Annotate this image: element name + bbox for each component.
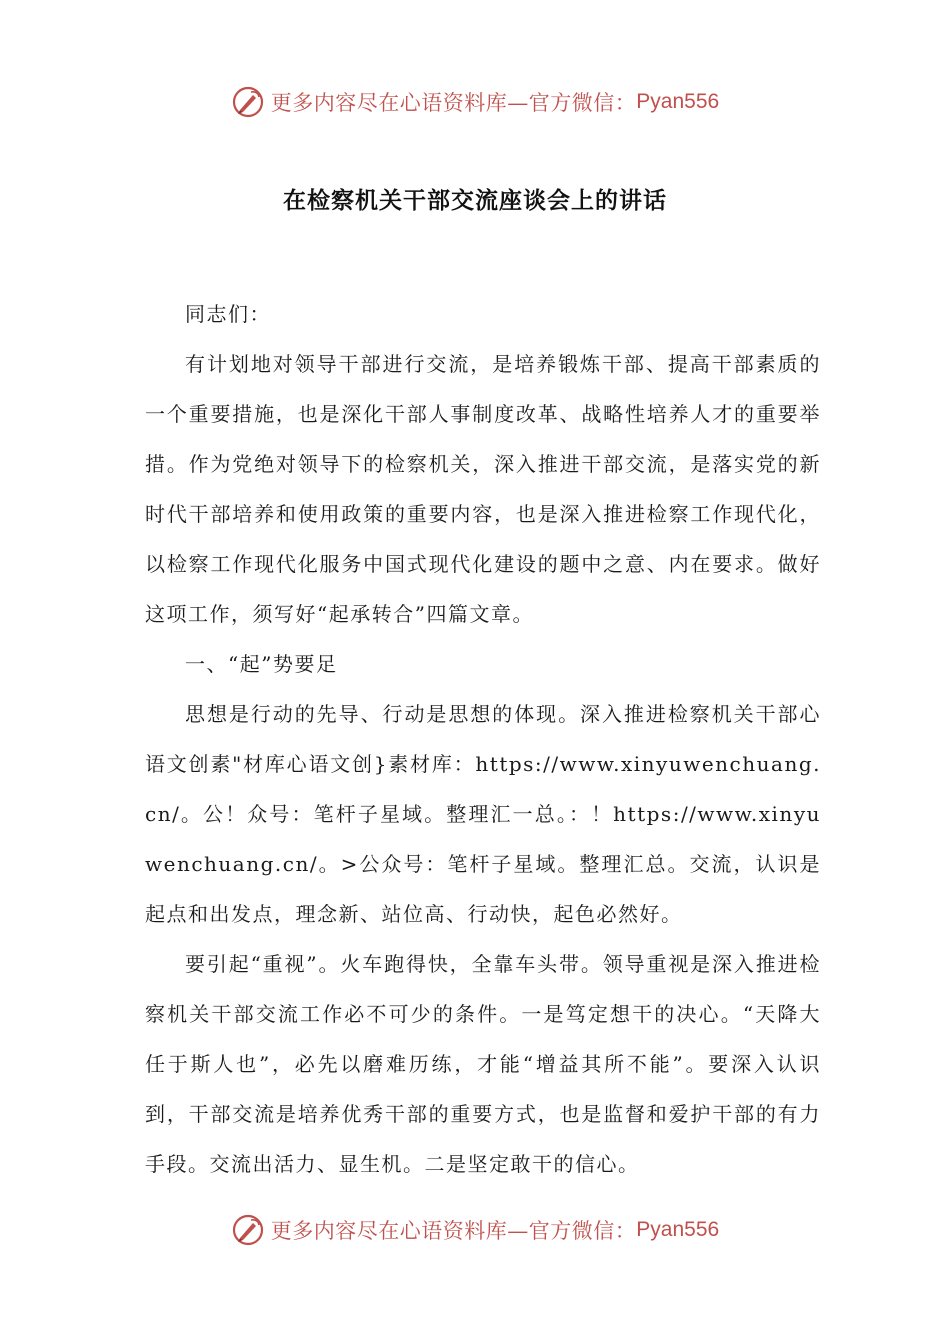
banner-wechat-id: Pyan556 [636, 90, 720, 113]
paragraph: 思想是行动的先导、行动是思想的体现。深入推进检察机关干部心语文创素"材库心语文创}素材库：https://www.xinyuwenchuang.cn/。公！众号：笔杆子星域。整理汇一总。：！https://www.xinyuwenchuang.cn/。>公众号：笔杆子星域。整理汇总。交流，认识是起点和出发点，理念新、站位高、行动快，起色必然好。 [145, 702, 821, 926]
document-title: 在检察机关干部交流座谈会上的讲话 [283, 187, 667, 214]
pen-logo-icon [231, 1213, 265, 1247]
banner-text: 更多内容尽在心语资料库— [270, 1219, 529, 1243]
banner-wechat-label: 官方微信： [528, 1219, 637, 1243]
document-body [145, 289, 821, 1189]
section-heading: 一、“起”势要足 [185, 652, 338, 676]
paragraph: 要引起“重视”。火车跑得快，全靠车头带。领导重视是深入推进检察机关干部交流工作必不可少的条件。一是笃定想干的决心。“天降大任于斯人也”，必先以磨难历练，才能“增益其所不能”。要深入认识到，干部交流是培养优秀干部的重要方式，也是监督和爱护干部的有力手段。交流出活力、显生机。二是坚定敢干的信心。 [145, 952, 821, 1176]
banner-wechat-id: Pyan556 [636, 1218, 720, 1241]
footer-banner [0, 1210, 950, 1250]
pen-logo-icon [231, 85, 265, 119]
banner-wechat-label: 官方微信： [528, 91, 637, 115]
header-banner [0, 82, 950, 122]
paragraph: 有计划地对领导干部进行交流，是培养锻炼干部、提高干部素质的一个重要措施，也是深化干部人事制度改革、战略性培养人才的重要举措。作为党绝对领导下的检察机关，深入推进干部交流，是落实党的新时代干部培养和使用政策的重要内容，也是深入推进检察工作现代化，以检察工作现代化服务中国式现代化建设的题中之意、内在要求。做好这项工作，须写好“起承转合”四篇文章。 [145, 352, 821, 626]
salutation: 同志们： [185, 302, 271, 326]
banner-text: 更多内容尽在心语资料库— [270, 91, 529, 115]
